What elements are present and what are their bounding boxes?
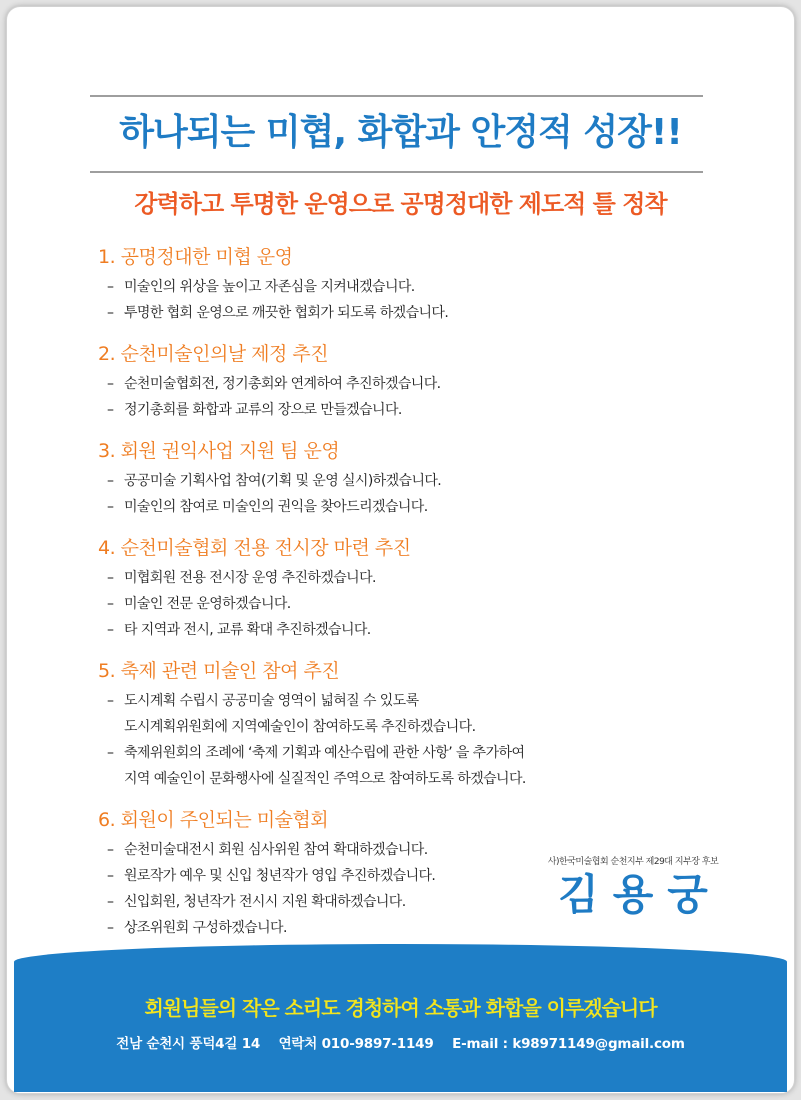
pledge-title: 4. 순천미술협회 전용 전시장 마련 추진 <box>98 537 411 559</box>
candidate-name: 김용궁 <box>558 870 722 919</box>
pledge-list <box>98 244 698 956</box>
pledge-item <box>98 300 698 326</box>
pledge-items <box>98 274 698 326</box>
pledge-title: 2. 순천미술인의날 제정 추진 <box>98 343 329 365</box>
pledge-section <box>98 658 698 792</box>
pledge-items <box>98 371 698 423</box>
dash-bullet: – <box>107 693 114 709</box>
pledge-item-text: 미술인의 참여로 미술인의 권익을 찾아드리겠습니다. <box>124 499 428 515</box>
footer-email: E-mail : k98971149@gmail.com <box>452 1036 685 1052</box>
dash-bullet: – <box>107 596 114 612</box>
dash-bullet: – <box>107 842 114 858</box>
dash-bullet: – <box>107 473 114 489</box>
footer-slogan: 회원님들의 작은 소리도 경청하여 소통과 화합을 이루겠습니다 <box>144 996 657 1020</box>
pledge-item <box>98 591 698 617</box>
pledge-section <box>98 244 698 326</box>
dash-bullet: – <box>107 570 114 586</box>
dash-bullet: – <box>107 745 114 761</box>
pledge-section <box>98 535 698 643</box>
pledge-item <box>98 565 698 591</box>
dash-bullet: – <box>107 376 114 392</box>
pledge-item-text: 투명한 협회 운영으로 깨끗한 협회가 되도록 하겠습니다. <box>124 305 449 321</box>
pledge-item <box>98 274 698 300</box>
subheadline: 강력하고 투명한 운영으로 공명정대한 제도적 틀 정착 <box>134 190 667 218</box>
dash-bullet: – <box>107 305 114 321</box>
pledge-item-text: 공공미술 기획사업 참여(기획 및 운영 실시)하겠습니다. <box>124 473 442 489</box>
dash-bullet: – <box>107 920 114 936</box>
footer-phone: 연락처 010-9897-1149 <box>278 1036 434 1052</box>
pledge-item-text: 원로작가 예우 및 신입 청년작가 영입 추진하겠습니다. <box>124 868 436 884</box>
pledge-title: 6. 회원이 주인되는 미술협회 <box>98 809 329 831</box>
candidate-block <box>538 854 728 923</box>
dash-bullet: – <box>107 868 114 884</box>
dash-bullet: – <box>107 279 114 295</box>
pledge-item-text: 지역 예술인이 문화행사에 실질적인 주역으로 참여하도록 하겠습니다. <box>124 771 526 787</box>
top-rule <box>90 95 703 97</box>
pledge-item-text: 신입회원, 청년작가 전시시 지원 확대하겠습니다. <box>124 894 406 910</box>
pledge-item-text: 미술인의 위상을 높이고 자존심을 지켜내겠습니다. <box>124 279 415 295</box>
pledge-item-text: 타 지역과 전시, 교류 확대 추진하겠습니다. <box>124 622 371 638</box>
pledge-title: 1. 공명정대한 미협 운영 <box>98 246 293 268</box>
pledge-item-text: 순천미술대전시 회원 심사위원 참여 확대하겠습니다. <box>124 842 428 858</box>
pledge-item <box>98 740 698 792</box>
footer-banner <box>14 944 787 1092</box>
pledge-title: 5. 축제 관련 미술인 참여 추진 <box>98 660 340 682</box>
pledge-items <box>98 565 698 643</box>
candidate-role: 사)한국미술협회 순천지부 제29대 지부장 후보 <box>547 857 719 867</box>
footer-address: 전남 순천시 풍덕4길 14 <box>116 1036 261 1052</box>
pledge-section <box>98 438 698 520</box>
dash-bullet: – <box>107 622 114 638</box>
bottom-rule <box>90 171 703 173</box>
pledge-items <box>98 468 698 520</box>
footer-contact <box>14 1032 787 1052</box>
dash-bullet: – <box>107 402 114 418</box>
pledge-item <box>98 468 698 494</box>
pledge-item-text: 도시계획위원회에 지역예술인이 참여하도록 추진하겠습니다. <box>124 719 476 735</box>
pledge-item-text: 미협회원 전용 전시장 운영 추진하겠습니다. <box>124 570 376 586</box>
pledge-item-text: 미술인 전문 운영하겠습니다. <box>124 596 291 612</box>
pledge-item <box>98 494 698 520</box>
pledge-item <box>98 617 698 643</box>
dash-bullet: – <box>107 499 114 515</box>
pledge-item-text: 축제위원회의 조례에 ‘축제 기획과 예산수립에 관한 사항’ 을 추가하여 <box>124 745 525 761</box>
pledge-item-text: 상조위원회 구성하겠습니다. <box>124 920 287 936</box>
headline: 하나되는 미협, 화합과 안정적 성장!! <box>119 112 682 153</box>
pledge-title: 3. 회원 권익사업 지원 팀 운영 <box>98 440 340 462</box>
pledge-item <box>98 688 698 740</box>
pledge-section <box>98 341 698 423</box>
pledge-item-text: 순천미술협회전, 정기총회와 연계하여 추진하겠습니다. <box>124 376 441 392</box>
pledge-item-text: 도시계획 수립시 공공미술 영역이 넓혀질 수 있도록 <box>124 693 419 709</box>
dash-bullet: – <box>107 894 114 910</box>
pledge-item <box>98 371 698 397</box>
pledge-item-text: 정기총회를 화합과 교류의 장으로 만들겠습니다. <box>124 402 402 418</box>
pledge-items <box>98 688 698 792</box>
pledge-item <box>98 397 698 423</box>
